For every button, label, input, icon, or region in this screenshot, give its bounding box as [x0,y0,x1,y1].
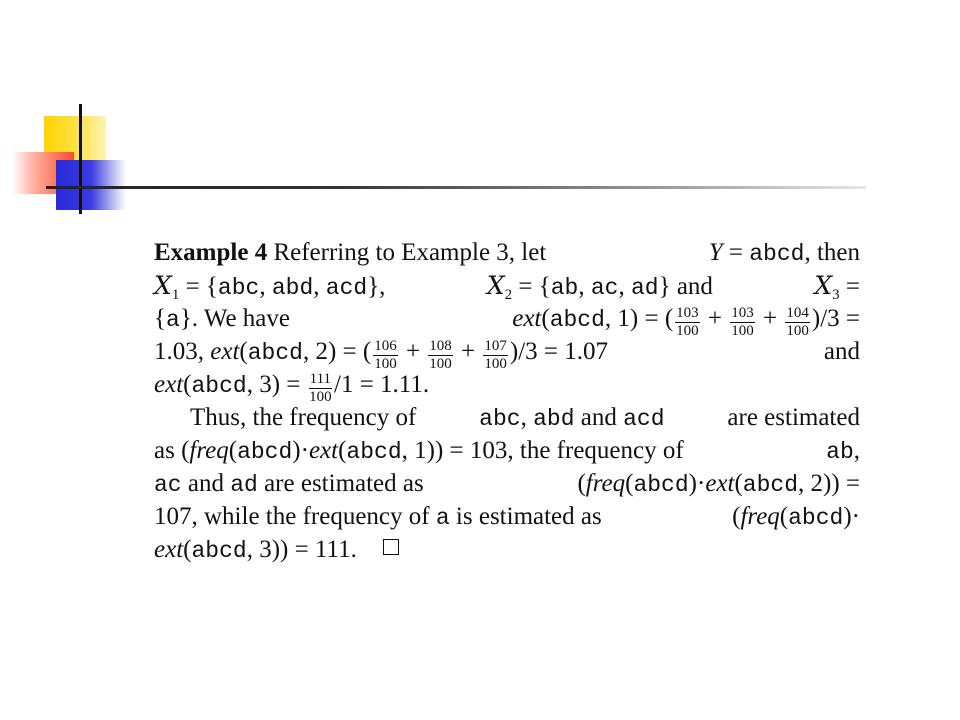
text-run: ( [734,470,743,497]
itemset: abcd [633,472,689,498]
text-run: ( [183,371,192,398]
text-run: , 2)) = [798,470,860,497]
logo-vertical-rule [79,104,82,214]
fraction-numerator: 104 [786,305,809,321]
fraction-denominator: 100 [676,323,699,339]
itemset: abcd [549,307,605,333]
text-run: , [853,437,860,464]
itemset: abcd [749,241,805,267]
text-run: , 2) = ( [302,338,372,365]
text-run: is estimated as [455,503,602,530]
text-run: { [154,305,166,332]
text-run: , 3)) = 111. [246,536,357,563]
text-run: )· [843,503,860,530]
text-run: , 3) = [246,371,301,398]
text-run: ( [577,470,586,497]
text-run: ( [183,536,192,563]
text-run: = { [518,273,551,300]
fraction-denominator: 100 [374,356,397,372]
text-run: and [823,338,860,365]
itemset: abd [271,275,314,301]
text-run: , [259,273,266,300]
itemset: abcd [247,340,303,366]
fraction-denominator: 100 [484,356,507,372]
text-line [154,335,860,372]
text-run: Referring to Example 3, let [273,239,547,266]
text-run: )· [688,470,706,497]
text-run: ( [541,305,550,332]
itemset: ab [826,439,854,465]
text-run: are estimated as [264,470,424,497]
itemset: abcd [742,472,798,498]
text-run: ( [239,338,248,365]
text-run: + [405,338,421,365]
itemset: abcd [346,439,402,465]
text-run: are estimated [727,404,860,431]
fraction-denominator: 100 [786,323,809,339]
itemset: abcd [237,439,293,465]
itemset: abd [533,406,575,432]
math-func: freq [189,437,229,464]
subscript: 2 [504,287,513,303]
itemset: ad [630,275,659,301]
fraction-numerator: 103 [676,305,699,321]
text-run: + [461,338,476,365]
text-run: + [763,305,778,332]
text-line [154,434,860,467]
set-symbol: X [814,271,833,300]
text-run: , [618,273,625,300]
text-line [154,467,860,500]
itemset: acd [325,275,368,301]
text-run: ( [779,503,789,530]
text-run: , 1) = ( [604,305,674,332]
text-run: and [187,470,224,497]
text-line [154,500,860,533]
itemset: abcd [191,373,247,399]
subscript: 3 [832,287,840,303]
text-line [154,269,860,302]
text-run: , [578,273,585,300]
title-divider [46,186,866,189]
text-run: }. We have [179,305,290,332]
fraction-numerator: 103 [731,305,754,321]
itemset: abc [479,406,521,432]
text-run: )/3 = 1.07 [509,338,609,365]
text-run: ( [732,503,741,530]
text-run: 107, while the frequency of [154,503,430,530]
itemset: ac [590,275,619,301]
text-run: ( [338,437,347,464]
text-run: , [313,273,320,300]
text-line [154,533,860,566]
fraction-numerator: 108 [429,338,452,354]
itemset: a [435,505,450,531]
text-run: 1.03, [154,338,204,365]
example-text-block [154,236,860,566]
text-line [154,368,860,405]
itemset: ad [230,472,258,498]
text-run: = [728,239,743,266]
text-run: and [580,404,617,431]
qed-square-icon [383,539,399,555]
itemset: abcd [191,538,247,564]
math-func: freq [740,503,780,530]
text-run: Thus, the frequency of [190,404,417,431]
itemset: acd [623,406,665,432]
text-run: as ( [154,437,190,464]
logo-blue-square [56,160,126,210]
text-line [154,302,860,339]
math-var: Y [708,239,723,266]
text-run: , [520,404,527,431]
math-func: ext [210,338,240,365]
example-label: Example 4 [154,239,268,266]
text-run: ( [228,437,238,464]
fraction-numerator: 111 [309,371,332,387]
text-run: ( [625,470,634,497]
math-func: ext [154,371,184,398]
math-func: ext [512,305,542,332]
fraction-numerator: 107 [484,338,507,354]
text-run: )· [292,437,309,464]
text-run: )/3 = [811,305,860,332]
math-func: ext [705,470,735,497]
text-line [154,236,860,269]
math-func: ext [154,536,184,563]
itemset: abcd [788,505,844,531]
text-run: /1 = 1.11. [334,371,430,398]
itemset: abc [217,275,260,301]
text-run: , then [804,239,860,266]
text-run: = { [185,273,218,300]
set-symbol: X [486,271,505,300]
text-run: + [707,305,723,332]
fraction-denominator: 100 [429,356,452,372]
itemset: a [166,307,180,333]
text-run: } and [658,273,713,300]
fraction-denominator: 100 [731,323,754,339]
fraction-numerator: 106 [374,338,397,354]
itemset: ac [154,472,182,498]
math-func: freq [585,470,626,497]
text-run: }, [367,273,386,300]
itemset: ab [550,275,579,301]
math-func: ext [308,437,339,464]
set-symbol: X [154,271,172,300]
fraction-denominator: 100 [309,389,332,405]
subscript: 1 [171,287,180,303]
text-line [154,401,860,434]
text-run: = [845,273,860,300]
text-run: , 1)) = 103, the frequency of [401,437,684,464]
